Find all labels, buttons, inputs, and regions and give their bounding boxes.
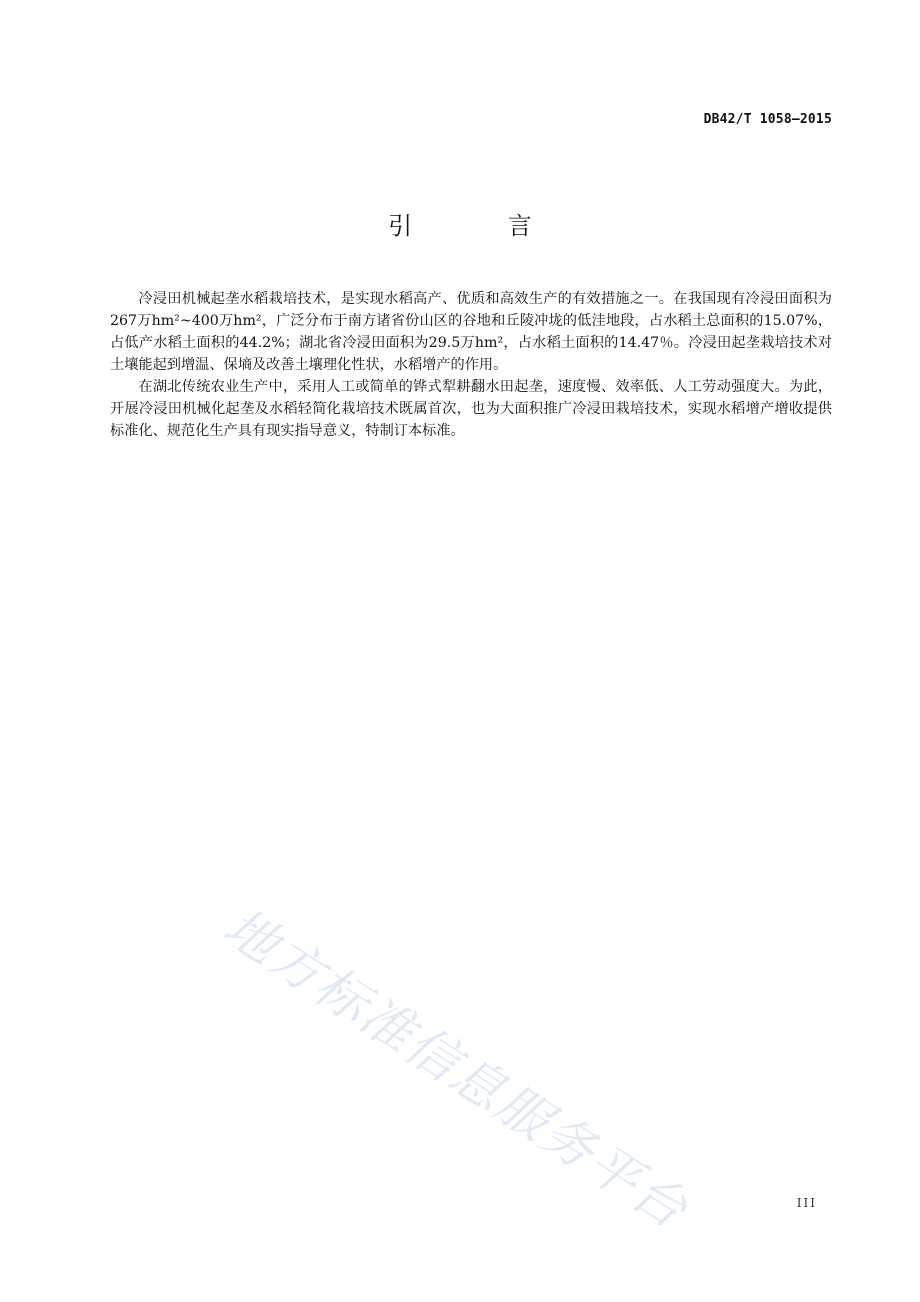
paragraph: 在湖北传统农业生产中，采用人工或简单的铧式犁耕翻水田起垄，速度慢、效率低、人工劳动强度大。为此，开展冷浸田机械化起垄及水稻轻简化栽培技术既属首次，也为大面积推广冷浸田栽培技术，实现水稻增产增收提供标准化、规范化生产具有现实指导意义，特制订本标准。 <box>110 379 832 439</box>
page-number: III <box>796 1196 817 1210</box>
introduction-body <box>110 288 832 442</box>
page-title: 引 言 <box>388 212 576 240</box>
watermark: 地方标准信息服务平台 <box>212 896 699 1242</box>
standard-code: DB42/T 1058—2015 <box>703 112 832 127</box>
paragraph: 冷浸田机械起垄水稻栽培技术，是实现水稻高产、优质和高效生产的有效措施之一。在我国现有冷浸田面积为267万hm²~400万hm²，广泛分布于南方诸省份山区的谷地和丘陵冲垅的低洼地段，占水稻土总面积的15.07%，占低产水稻土面积的44.2%；湖北省冷浸田面积为29.5万hm²，占水稻土面积的14.47％。冷浸田起垄栽培技术对土壤能起到增温、保墒及改善土壤理化性状，水稻增产的作用。 <box>110 291 832 373</box>
